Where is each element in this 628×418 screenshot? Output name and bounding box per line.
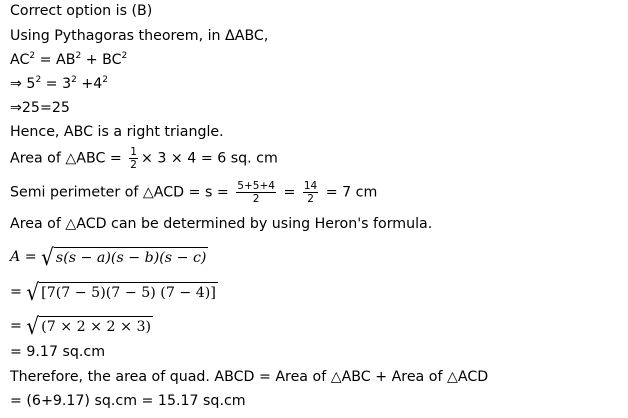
fraction-denominator: 2 xyxy=(307,193,314,205)
four-term: +4 xyxy=(76,76,103,92)
therefore-line: Therefore, the area of quad. ABCD = Area of △ABC + Area of △ACD xyxy=(10,369,489,385)
area-abc-rest: × 3 × 4 = 6 sq. cm xyxy=(140,150,278,167)
conclusion-line: Hence, ABC is a right triangle. xyxy=(10,124,224,140)
fraction-numerator: 14 xyxy=(303,180,318,192)
semi-perimeter-line xyxy=(10,180,377,205)
fraction-fourteen-over-two xyxy=(303,180,318,205)
substitution-line xyxy=(10,75,108,93)
semi-label: Semi perimeter of △ACD = s = xyxy=(10,184,234,201)
square-exponent: 2 xyxy=(35,75,42,85)
three-term: = 3 xyxy=(41,76,72,92)
bc-term: + BC xyxy=(81,52,122,68)
radicand: (7 × 2 × 2 × 3) xyxy=(39,316,153,336)
ab-term: = AB xyxy=(35,52,76,68)
verification-line: ⇒25=25 xyxy=(10,100,70,116)
heron-intro-line: Area of △ACD can be determined by using Heron's formula. xyxy=(10,216,433,232)
square-root xyxy=(26,312,153,340)
area-abc-line xyxy=(10,146,278,171)
area-abc-label: Area of △ABC = xyxy=(10,150,127,167)
equals-sign: = xyxy=(278,184,300,201)
semi-result: = 7 cm xyxy=(321,184,378,201)
square-exponent: 2 xyxy=(29,51,36,61)
square-exponent: 2 xyxy=(75,51,82,61)
fraction-numerator: 1 xyxy=(130,146,137,158)
equals-sign: = xyxy=(20,249,42,265)
equals-sign: = xyxy=(10,284,27,300)
heron-formula-line xyxy=(10,243,208,271)
fraction-denominator: 2 xyxy=(130,159,137,171)
square-exponent: 2 xyxy=(102,75,109,85)
square-root xyxy=(26,278,217,306)
ac-term: AC xyxy=(10,52,30,68)
radical-sign-icon: √ xyxy=(26,312,40,340)
equals-sign: = xyxy=(10,318,27,334)
radicand: [7(7 − 5)(7 − 5) (7 − 4)] xyxy=(39,282,218,302)
fraction-sum-over-two xyxy=(236,180,276,205)
final-result: = (6+9.17) sq.cm = 15.17 sq.cm xyxy=(10,393,246,409)
radical-sign-icon: √ xyxy=(41,243,54,271)
fraction-half xyxy=(129,146,138,171)
arrow-five: ⇒ 5 xyxy=(10,76,36,92)
area-symbol: A xyxy=(10,249,21,265)
answer-heading: Correct option is (B) xyxy=(10,3,153,19)
area-acd-result: = 9.17 sq.cm xyxy=(10,344,106,360)
square-root xyxy=(41,243,208,271)
intro-line: Using Pythagoras theorem, in ΔABC, xyxy=(10,28,269,44)
square-exponent: 2 xyxy=(71,75,77,85)
fraction-numerator: 5+5+4 xyxy=(237,180,275,192)
square-exponent: 2 xyxy=(121,51,128,61)
radical-sign-icon: √ xyxy=(26,278,40,306)
fraction-denominator: 2 xyxy=(252,193,260,205)
simplified-root-line xyxy=(10,312,153,340)
radicand: s(s − a)(s − b)(s − c) xyxy=(54,247,209,267)
substitution-root-line xyxy=(10,278,218,306)
pythagoras-equation xyxy=(10,51,127,69)
